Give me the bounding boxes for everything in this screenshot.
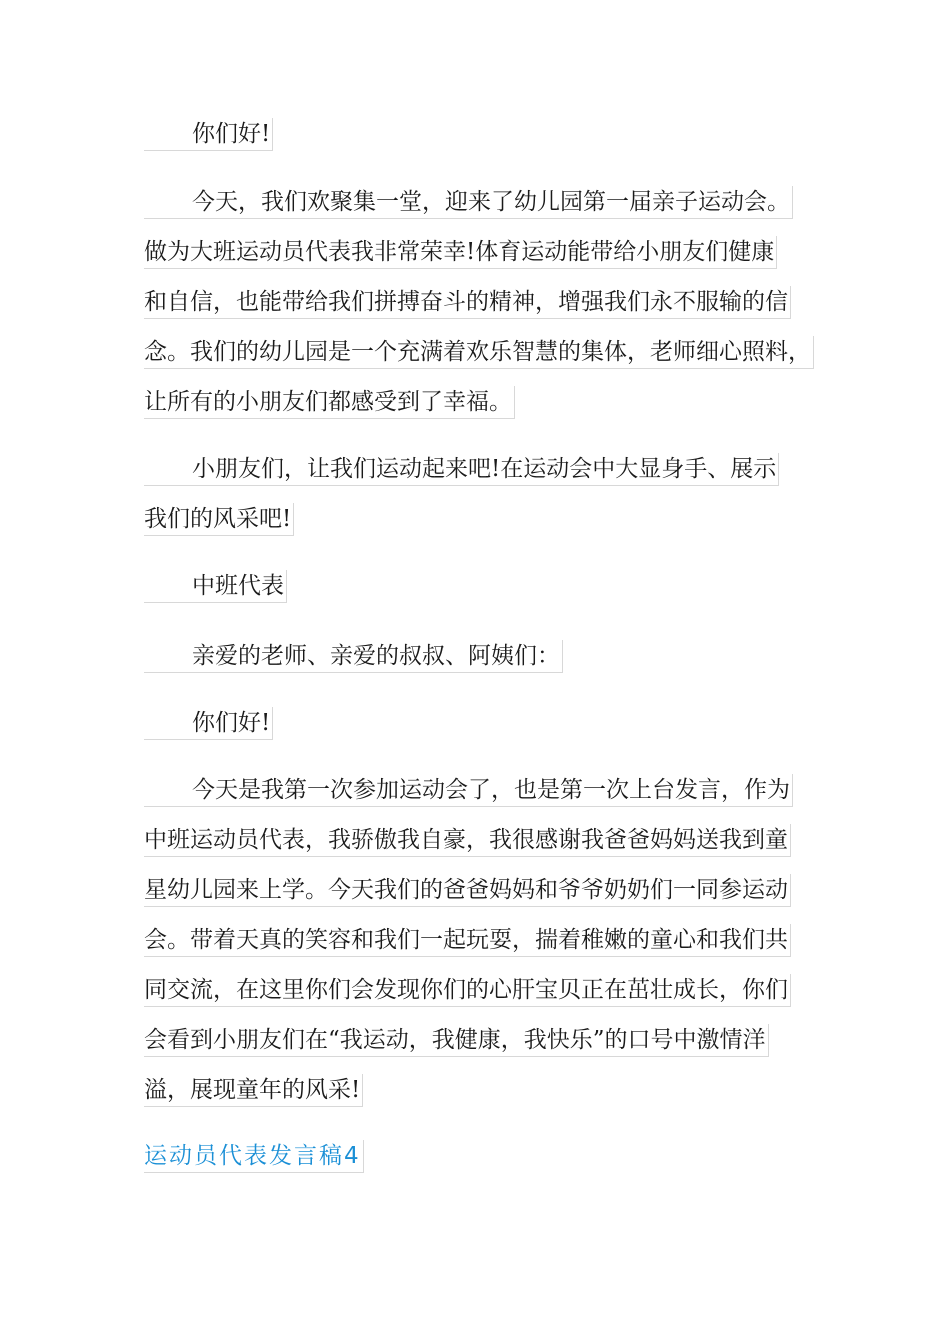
text-line: 你们好!: [144, 707, 273, 740]
text-line: 会。带着天真的笑容和我们一起玩耍，揣着稚嫩的童心和我们共: [144, 924, 791, 957]
text-line: 让所有的小朋友们都感受到了幸福。: [144, 386, 515, 419]
text-line: 你们好!: [144, 118, 273, 151]
text-line: 中班运动员代表，我骄傲我自豪，我很感谢我爸爸妈妈送我到童: [144, 824, 791, 857]
text-line: 我们的风采吧!: [144, 503, 294, 536]
text-line: 中班代表: [144, 570, 287, 603]
text-line: 念。我们的幼儿园是一个充满着欢乐智慧的集体，老师细心照料，: [144, 336, 814, 369]
text-line: 会看到小朋友们在“我运动，我健康，我快乐”的口号中激情洋: [144, 1024, 769, 1057]
text-line: 小朋友们，让我们运动起来吧!在运动会中大显身手、展示: [144, 453, 779, 486]
section-heading: 运动员代表发言稿4: [144, 1140, 364, 1173]
text-line: 今天是我第一次参加运动会了，也是第一次上台发言，作为: [144, 774, 793, 807]
text-line: 亲爱的老师、亲爱的叔叔、阿姨们：: [144, 640, 563, 673]
text-line: 今天，我们欢聚集一堂，迎来了幼儿园第一届亲子运动会。: [144, 186, 793, 219]
text-line: 溢，展现童年的风采!: [144, 1074, 363, 1107]
text-line: 同交流，在这里你们会发现你们的心肝宝贝正在茁壮成长，你们: [144, 974, 791, 1007]
text-line: 星幼儿园来上学。今天我们的爸爸妈妈和爷爷奶奶们一同参运动: [144, 874, 791, 907]
text-line: 和自信，也能带给我们拼搏奋斗的精神，增强我们永不服输的信: [144, 286, 791, 319]
text-line: 做为大班运动员代表我非常荣幸!体育运动能带给小朋友们健康: [144, 236, 777, 269]
